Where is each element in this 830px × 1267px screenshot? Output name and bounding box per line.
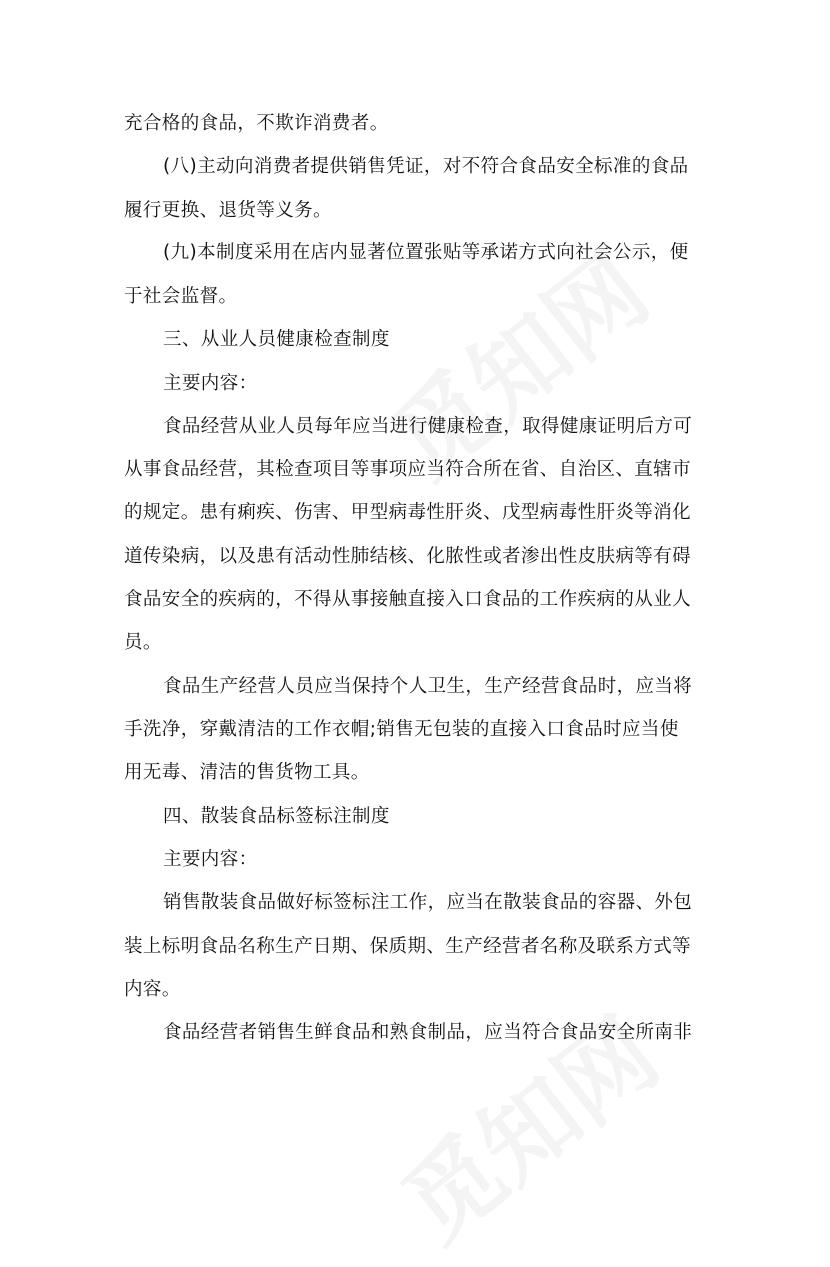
subheading: 主要内容： <box>163 373 258 394</box>
text-line: (九)本制度采用在店内显著位置张贴等承诺方式向社会公示，便 <box>163 242 689 263</box>
text-line: 于社会监督。 <box>124 286 238 307</box>
section-heading: 四、散装食品标签标注制度 <box>163 806 390 827</box>
text-line: 充合格的食品，不欺诈消费者。 <box>124 113 389 134</box>
text-line: 从事食品经营，其检查项目等事项应当符合所在省、自治区、直辖市 <box>124 459 692 480</box>
text-line: 食品安全的疾病的，不得从事接触直接入口食品的工作疾病的从业人 <box>124 589 692 610</box>
text-line: 用无毒、清洁的售货物工具。 <box>124 762 370 783</box>
text-line: 食品经营者销售生鲜食品和熟食制品，应当符合食品安全所南非 <box>163 1022 693 1043</box>
text-line: 食品经营从业人员每年应当进行健康检查，取得健康证明后方可 <box>163 416 693 437</box>
text-line: (八)主动向消费者提供销售凭证，对不符合食品安全标准的食品 <box>163 156 689 177</box>
text-line: 食品生产经营人员应当保持个人卫生，生产经营食品时，应当将 <box>163 676 693 697</box>
text-line: 的规定。患有痢疾、伤害、甲型病毒性肝炎、戊型病毒性肝炎等消化 <box>124 502 692 523</box>
text-line: 销售散装食品做好标签标注工作，应当在散装食品的容器、外包 <box>163 892 693 913</box>
text-line: 履行更换、退货等义务。 <box>124 200 332 221</box>
subheading: 主要内容： <box>163 849 258 870</box>
text-line: 员。 <box>124 632 162 653</box>
text-line: 内容。 <box>124 979 181 1000</box>
text-line: 装上标明食品名称生产日期、保质期、生产经营者名称及联系方式等 <box>124 936 692 957</box>
section-heading: 三、从业人员健康检查制度 <box>163 329 390 350</box>
text-line: 手洗净，穿戴清洁的工作衣帽;销售无包装的直接入口食品时应当使 <box>124 719 679 740</box>
text-line: 道传染病，以及患有活动性肺结核、化脓性或者渗出性皮肤病等有碍 <box>124 546 692 567</box>
